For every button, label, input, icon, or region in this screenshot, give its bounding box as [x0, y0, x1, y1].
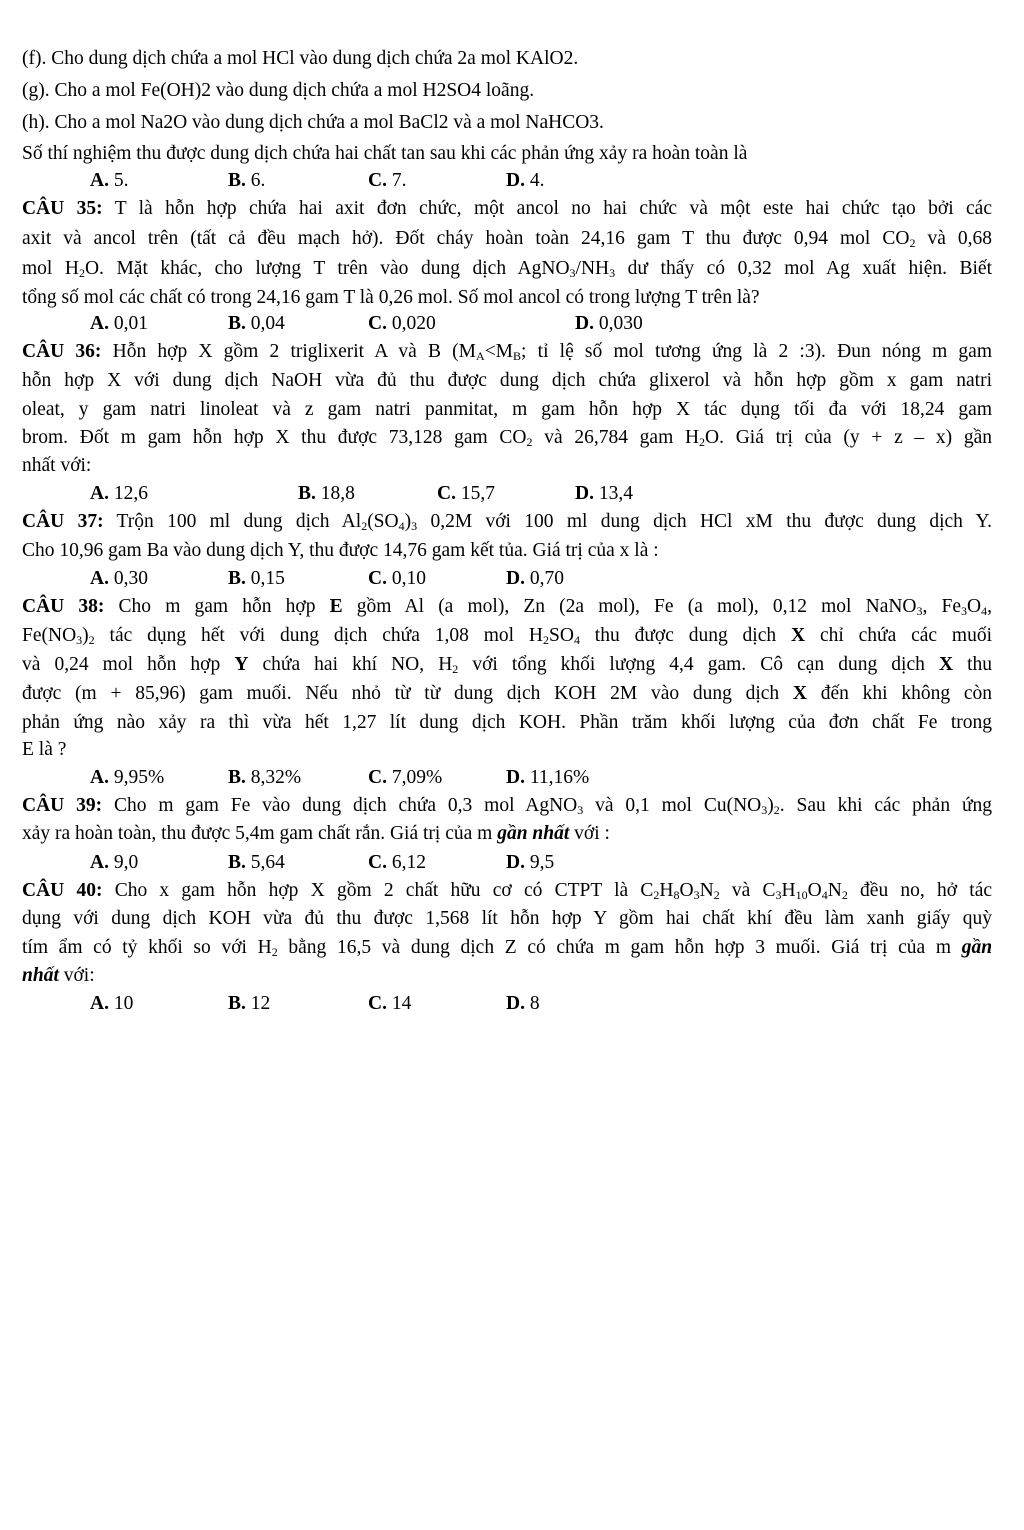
q36-option-a: A. 12,6: [90, 483, 148, 504]
q39-option-c: C. 6,12: [368, 852, 426, 873]
q38-line-5: phản ứng nào xảy ra thì vừa hết 1,27 lít dung dịch KOH. Phần trăm khối lượng của đơn chất Fe trong: [22, 712, 992, 733]
q36-line-5: nhất với:: [22, 455, 92, 476]
q35-option-a: A. 0,01: [90, 313, 148, 334]
q38-option-a: A. 9,95%: [90, 767, 165, 788]
q40-option-c: C. 14: [368, 993, 412, 1014]
option-c: C. 7.: [368, 170, 407, 191]
q35-line-4: tổng số mol các chất có trong 24,16 gam T là 0,26 mol. Số mol ancol có trong lượng T trên là?: [22, 287, 760, 308]
q38-line-6: E là ?: [22, 739, 67, 760]
q40-line-1: CÂU 40: Cho x gam hỗn hợp X gồm 2 chất hữu cơ có CTPT là $C_2H_8O_3N_2$ và $C_3H_{10}O_4N_2$ đều no, hở tác: [22, 880, 993, 902]
q38-line-2: $Fe(NO_3)_2$ tác dụng hết với dung dịch chứa 1,08 mol $H_2SO_4$ thu được dung dịch X chỉ chứa các muối: [22, 625, 993, 647]
q39-option-d: D. 9,5: [506, 852, 555, 873]
option-d: D. 4.: [506, 170, 545, 191]
q38-option-c: C. 7,09%: [368, 767, 443, 788]
q38-line-1: CÂU 38: Cho m gam hỗn hợp E gồm Al (a mol), Zn (2a mol), Fe (a mol), 0,12 mol NaNO$_3$, $Fe_3O_4$,: [22, 596, 993, 618]
q36-option-d: D. 13,4: [575, 483, 633, 504]
q35-option-c: C. 0,020: [368, 313, 436, 334]
option-a: A. 5.: [90, 170, 129, 191]
q40-option-d: D. 8: [506, 993, 540, 1014]
q39-line-1: CÂU 39: Cho m gam Fe vào dung dịch chứa 0,3 mol AgNO$_3$ và 0,1 mol $Cu(NO_3)_2$. Sau khi các phản ứng: [22, 795, 993, 817]
q40-option-a: A. 10: [90, 993, 134, 1014]
q38-option-d: D. 11,16%: [506, 767, 590, 788]
q40-line-4: nhất với:: [22, 965, 95, 986]
q36-option-b: B. 18,8: [298, 483, 355, 504]
q36-line-2: hỗn hợp X với dung dịch NaOH vừa đủ thu được dung dịch chứa glixerol và hỗn hợp gồm x gam natri: [22, 370, 992, 391]
q35-option-b: B. 0,04: [228, 313, 285, 334]
q39-line-2: xảy ra hoàn toàn, thu được 5,4m gam chất rắn. Giá trị của m gần nhất với :: [22, 823, 610, 844]
q35-line-2: axit và ancol trên (tất cả đều mạch hở). Đốt cháy hoàn toàn 24,16 gam T thu được 0,94 mol $CO_2$ và 0,68: [22, 228, 993, 250]
q37-line-2: Cho 10,96 gam Ba vào dung dịch Y, thu được 14,76 gam kết tủa. Giá trị của x là :: [22, 540, 659, 561]
option-b: B. 6.: [228, 170, 266, 191]
q36-line-3: oleat, y gam natri linoleat và z gam natri panmitat, m gam hỗn hợp X tác dụng tối đa với 18,24 gam: [22, 399, 992, 420]
q36-option-c: C. 15,7: [437, 483, 495, 504]
q37-line-1: CÂU 37: Trộn 100 ml dung dịch $Al_2(SO_4)_3$ 0,2M với 100 ml dung dịch HCl xM thu được dung dịch Y.: [22, 511, 992, 533]
q36-line-4: brom. Đốt m gam hỗn hợp X thu được 73,128 gam $CO_2$ và 26,784 gam $H_2O$. Giá trị của (y + z – x) gần: [22, 427, 993, 449]
q35-option-d: D. 0,030: [575, 313, 643, 334]
q38-line-4: được (m + 85,96) gam muối. Nếu nhỏ từ từ dung dịch KOH 2M vào dung dịch X đến khi không còn: [22, 683, 992, 704]
item-f: (f). Cho dung dịch chứa a mol HCl vào dung dịch chứa 2a mol KAlO2.: [22, 48, 579, 69]
intro-question: Số thí nghiệm thu được dung dịch chứa hai chất tan sau khi các phản ứng xảy ra hoàn toàn là: [22, 143, 748, 164]
item-h: (h). Cho a mol Na2O vào dung dịch chứa a mol BaCl2 và a mol NaHCO3.: [22, 112, 604, 133]
q36-line-1: CÂU 36: Hỗn hợp X gồm 2 triglixerit A và B ($M_A<M_B$; tỉ lệ số mol tương ứng là 2 :3). Đun nóng m gam: [22, 341, 992, 363]
q35-line-1: CÂU 35: T là hỗn hợp chứa hai axit đơn chức, một ancol no hai chức và một este hai chức tạo bởi các: [22, 198, 992, 219]
q39-option-a: A. 9,0: [90, 852, 139, 873]
q39-option-b: B. 5,64: [228, 852, 285, 873]
q37-option-d: D. 0,70: [506, 568, 564, 589]
q37-option-a: A. 0,30: [90, 568, 148, 589]
q38-option-b: B. 8,32%: [228, 767, 302, 788]
q37-option-b: B. 0,15: [228, 568, 285, 589]
q37-option-c: C. 0,10: [368, 568, 426, 589]
q38-line-3: và 0,24 mol hỗn hợp Y chứa hai khí NO, $H_2$ với tổng khối lượng 4,4 gam. Cô cạn dung dịch X thu: [22, 654, 993, 676]
item-g: (g). Cho a mol Fe(OH)2 vào dung dịch chứa a mol H2SO4 loãng.: [22, 80, 535, 101]
q35-line-3: mol $H_2O$. Mặt khác, cho lượng T trên vào dung dịch $AgNO_3/NH_3$ dư thấy có 0,32 mol Ag xuất hiện. Biết: [22, 258, 993, 280]
q40-option-b: B. 12: [228, 993, 271, 1014]
q40-line-3: tím ẩm có tỷ khối so với $H_2$ bằng 16,5 và dung dịch Z có chứa m gam hỗn hợp 3 muối. Giá trị của m gần: [22, 937, 993, 959]
q40-line-2: dụng với dung dịch KOH vừa đủ thu được 1,568 lít hỗn hợp Y gồm hai chất khí đều làm xanh giấy quỳ: [22, 908, 992, 929]
